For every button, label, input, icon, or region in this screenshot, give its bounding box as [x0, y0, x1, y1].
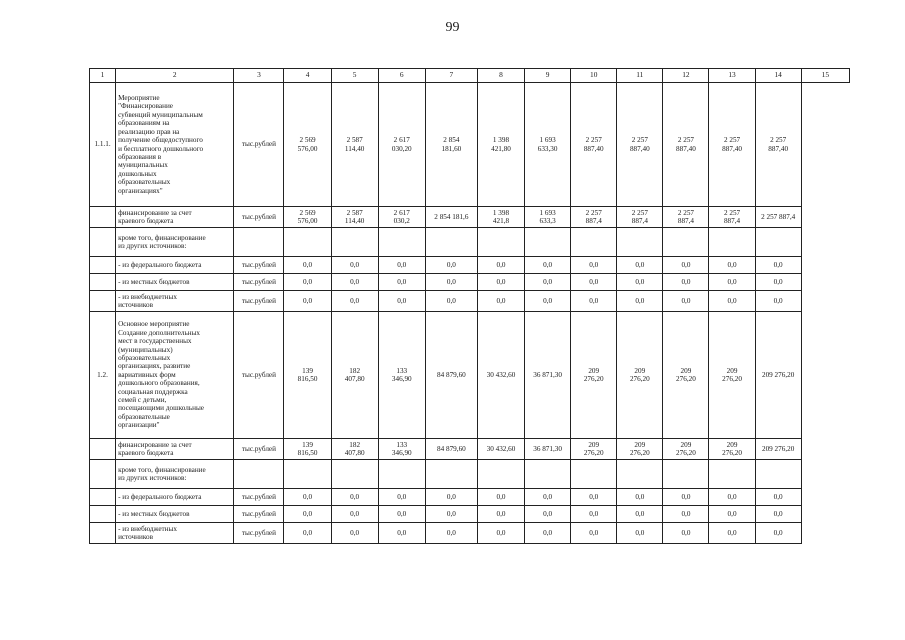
value-cell: 0,0 — [331, 274, 378, 291]
value-cell — [331, 460, 378, 489]
value-cell — [284, 228, 331, 257]
value-cell: 0,0 — [425, 274, 477, 291]
value-cell: 2 617 030,2 — [378, 207, 425, 228]
header-cell: 10 — [571, 69, 617, 83]
row-unit-cell: тыс.рублей — [234, 312, 284, 439]
row-code-cell — [90, 489, 116, 506]
value-cell: 84 879,60 — [425, 312, 477, 439]
value-cell: 0,0 — [663, 291, 709, 312]
value-cell: 2 257 887,40 — [663, 83, 709, 207]
value-cell: 0,0 — [378, 506, 425, 523]
value-cell: 209 276,20 — [663, 439, 709, 460]
value-cell: 0,0 — [331, 257, 378, 274]
value-cell: 0,0 — [477, 523, 524, 544]
table-row — [90, 523, 850, 544]
value-cell: 0,0 — [525, 257, 571, 274]
value-cell: 0,0 — [617, 274, 663, 291]
value-cell: 0,0 — [284, 274, 331, 291]
value-cell — [571, 228, 617, 257]
table-row — [90, 506, 850, 523]
value-cell: 209 276,20 — [755, 312, 801, 439]
value-cell — [378, 228, 425, 257]
value-cell: 0,0 — [525, 523, 571, 544]
value-cell: 0,0 — [571, 523, 617, 544]
value-cell — [571, 460, 617, 489]
value-cell — [425, 228, 477, 257]
value-cell — [709, 228, 755, 257]
header-cell: 12 — [663, 69, 709, 83]
value-cell: 0,0 — [617, 506, 663, 523]
value-cell: 0,0 — [477, 506, 524, 523]
header-cell: 14 — [755, 69, 801, 83]
value-cell: 0,0 — [378, 257, 425, 274]
value-cell: 0,0 — [425, 257, 477, 274]
value-cell — [755, 228, 801, 257]
value-cell: 209 276,20 — [617, 312, 663, 439]
value-cell: 2 854 181,6 — [425, 207, 477, 228]
value-cell — [284, 460, 331, 489]
header-cell: 6 — [378, 69, 425, 83]
value-cell: 0,0 — [617, 257, 663, 274]
value-cell: 2 569 576,00 — [284, 83, 331, 207]
row-code-cell: 1.1.1. — [90, 83, 116, 207]
value-cell: 182 407,80 — [331, 312, 378, 439]
value-cell — [378, 460, 425, 489]
value-cell: 0,0 — [663, 489, 709, 506]
table-row — [90, 83, 850, 207]
value-cell — [617, 228, 663, 257]
row-unit-cell: тыс.рублей — [234, 207, 284, 228]
header-cell: 15 — [801, 69, 849, 83]
table-row — [90, 312, 850, 439]
value-cell: 0,0 — [284, 257, 331, 274]
value-cell: 0,0 — [571, 291, 617, 312]
table-row — [90, 489, 850, 506]
value-cell: 0,0 — [331, 489, 378, 506]
value-cell: 0,0 — [525, 489, 571, 506]
header-cell: 5 — [331, 69, 378, 83]
row-code-cell — [90, 523, 116, 544]
table-row — [90, 207, 850, 228]
value-cell: 209 276,20 — [709, 439, 755, 460]
value-cell: 0,0 — [755, 274, 801, 291]
row-code-cell — [90, 460, 116, 489]
value-cell: 0,0 — [755, 257, 801, 274]
row-name-cell: кроме того, финансирование из других источников: — [116, 228, 234, 257]
value-cell: 2 854 181,60 — [425, 83, 477, 207]
header-cell: 8 — [477, 69, 524, 83]
row-name-cell: финансирование за счет краевого бюджета — [116, 207, 234, 228]
value-cell: 209 276,20 — [617, 439, 663, 460]
value-cell: 0,0 — [571, 489, 617, 506]
row-unit-cell: тыс.рублей — [234, 506, 284, 523]
value-cell: 84 879,60 — [425, 439, 477, 460]
value-cell — [709, 460, 755, 489]
row-code-cell — [90, 439, 116, 460]
header-row — [90, 69, 850, 83]
header-cell: 13 — [709, 69, 755, 83]
row-unit-cell: тыс.рублей — [234, 439, 284, 460]
header-cell: 1 — [90, 69, 116, 83]
value-cell: 0,0 — [663, 274, 709, 291]
value-cell: 209 276,20 — [709, 312, 755, 439]
header-cell: 4 — [284, 69, 331, 83]
row-name-cell: - из местных бюджетов — [116, 506, 234, 523]
table-row — [90, 257, 850, 274]
table-row — [90, 228, 850, 257]
row-name-cell: Мероприятие "Финансирование субвенций муниципальным образованиям на реализацию прав на получение общедоступного и бесплатного дошкольного образования в муниципальных дошкольных образовательных организациях" — [116, 83, 234, 207]
row-unit-cell: тыс.рублей — [234, 489, 284, 506]
row-code-cell — [90, 274, 116, 291]
value-cell: 0,0 — [425, 506, 477, 523]
value-cell: 0,0 — [709, 291, 755, 312]
value-cell: 0,0 — [284, 291, 331, 312]
value-cell: 0,0 — [571, 257, 617, 274]
value-cell: 0,0 — [378, 489, 425, 506]
value-cell: 0,0 — [425, 489, 477, 506]
value-cell: 0,0 — [284, 506, 331, 523]
value-cell: 2 257 887,4 — [617, 207, 663, 228]
header-cell: 2 — [116, 69, 234, 83]
value-cell: 0,0 — [571, 506, 617, 523]
row-name-cell: - из федерального бюджета — [116, 257, 234, 274]
value-cell: 182 407,80 — [331, 439, 378, 460]
value-cell: 2 257 887,4 — [709, 207, 755, 228]
table-row — [90, 274, 850, 291]
value-cell: 2 569 576,00 — [284, 207, 331, 228]
value-cell: 0,0 — [571, 274, 617, 291]
value-cell: 0,0 — [755, 506, 801, 523]
row-unit-cell: тыс.рублей — [234, 257, 284, 274]
value-cell: 30 432,60 — [477, 312, 524, 439]
row-name-cell: - из местных бюджетов — [116, 274, 234, 291]
value-cell: 2 257 887,40 — [709, 83, 755, 207]
row-code-cell — [90, 291, 116, 312]
value-cell: 0,0 — [378, 291, 425, 312]
table-row — [90, 460, 850, 489]
value-cell: 2 257 887,40 — [755, 83, 801, 207]
row-unit-cell: тыс.рублей — [234, 291, 284, 312]
value-cell: 0,0 — [525, 274, 571, 291]
value-cell: 1 693 633,3 — [525, 207, 571, 228]
value-cell: 0,0 — [378, 274, 425, 291]
value-cell: 0,0 — [709, 506, 755, 523]
value-cell: 0,0 — [525, 291, 571, 312]
value-cell: 0,0 — [617, 523, 663, 544]
value-cell: 0,0 — [331, 523, 378, 544]
value-cell: 1 398 421,8 — [477, 207, 524, 228]
value-cell: 0,0 — [663, 523, 709, 544]
value-cell: 30 432,60 — [477, 439, 524, 460]
value-cell: 2 587 114,40 — [331, 83, 378, 207]
budget-table — [89, 68, 850, 544]
row-name-cell: Основное мероприятие Создание дополнительных мест в государственных (муниципальных) образовательных организациях, развитие вариативных форм дошкольного образования, социальная поддержка семей с детьми, посещающими дошкольные образовательные организации" — [116, 312, 234, 439]
header-cell: 3 — [234, 69, 284, 83]
value-cell: 0,0 — [477, 291, 524, 312]
value-cell — [663, 228, 709, 257]
row-name-cell: финансирование за счет краевого бюджета — [116, 439, 234, 460]
row-name-cell: кроме того, финансирование из других источников: — [116, 460, 234, 489]
value-cell: 139 816,50 — [284, 312, 331, 439]
value-cell: 0,0 — [755, 489, 801, 506]
value-cell: 2 257 887,4 — [755, 207, 801, 228]
value-cell — [331, 228, 378, 257]
value-cell: 2 587 114,40 — [331, 207, 378, 228]
value-cell: 209 276,20 — [571, 439, 617, 460]
value-cell: 0,0 — [663, 506, 709, 523]
value-cell: 0,0 — [477, 274, 524, 291]
row-code-cell — [90, 257, 116, 274]
value-cell — [663, 460, 709, 489]
value-cell: 2 617 030,20 — [378, 83, 425, 207]
page-number: 99 — [445, 20, 460, 35]
value-cell: 139 816,50 — [284, 439, 331, 460]
header-cell: 9 — [525, 69, 571, 83]
header-cell: 11 — [617, 69, 663, 83]
value-cell: 209 276,20 — [755, 439, 801, 460]
value-cell: 0,0 — [477, 257, 524, 274]
value-cell: 0,0 — [378, 523, 425, 544]
row-code-cell: 1.2. — [90, 312, 116, 439]
value-cell: 0,0 — [525, 506, 571, 523]
value-cell: 0,0 — [617, 489, 663, 506]
value-cell: 36 871,30 — [525, 439, 571, 460]
value-cell: 0,0 — [709, 489, 755, 506]
value-cell — [617, 460, 663, 489]
value-cell: 1 398 421,80 — [477, 83, 524, 207]
table-row — [90, 439, 850, 460]
value-cell — [755, 460, 801, 489]
row-name-cell: - из федерального бюджета — [116, 489, 234, 506]
value-cell: 0,0 — [709, 274, 755, 291]
value-cell — [425, 460, 477, 489]
row-unit-cell — [234, 460, 284, 489]
value-cell: 0,0 — [663, 257, 709, 274]
value-cell: 2 257 887,40 — [571, 83, 617, 207]
value-cell: 0,0 — [709, 257, 755, 274]
value-cell — [525, 460, 571, 489]
value-cell: 0,0 — [284, 489, 331, 506]
row-unit-cell: тыс.рублей — [234, 523, 284, 544]
row-unit-cell: тыс.рублей — [234, 83, 284, 207]
value-cell: 2 257 887,4 — [571, 207, 617, 228]
row-unit-cell: тыс.рублей — [234, 274, 284, 291]
value-cell: 209 276,20 — [571, 312, 617, 439]
value-cell: 0,0 — [755, 291, 801, 312]
value-cell: 0,0 — [284, 523, 331, 544]
value-cell — [477, 228, 524, 257]
value-cell: 2 257 887,40 — [617, 83, 663, 207]
value-cell: 2 257 887,4 — [663, 207, 709, 228]
value-cell: 133 346,90 — [378, 312, 425, 439]
row-name-cell: - из внебюджетных источников — [116, 291, 234, 312]
value-cell: 0,0 — [617, 291, 663, 312]
value-cell: 0,0 — [755, 523, 801, 544]
table-row — [90, 291, 850, 312]
value-cell: 0,0 — [331, 506, 378, 523]
value-cell — [477, 460, 524, 489]
value-cell: 0,0 — [425, 291, 477, 312]
row-unit-cell — [234, 228, 284, 257]
value-cell: 0,0 — [425, 523, 477, 544]
header-cell: 7 — [425, 69, 477, 83]
value-cell: 36 871,30 — [525, 312, 571, 439]
value-cell — [525, 228, 571, 257]
value-cell: 1 693 633,30 — [525, 83, 571, 207]
value-cell: 0,0 — [477, 489, 524, 506]
value-cell: 0,0 — [709, 523, 755, 544]
row-code-cell — [90, 228, 116, 257]
row-name-cell: - из внебюджетных источников — [116, 523, 234, 544]
row-code-cell — [90, 207, 116, 228]
value-cell: 0,0 — [331, 291, 378, 312]
value-cell: 133 346,90 — [378, 439, 425, 460]
value-cell: 209 276,20 — [663, 312, 709, 439]
row-code-cell — [90, 506, 116, 523]
